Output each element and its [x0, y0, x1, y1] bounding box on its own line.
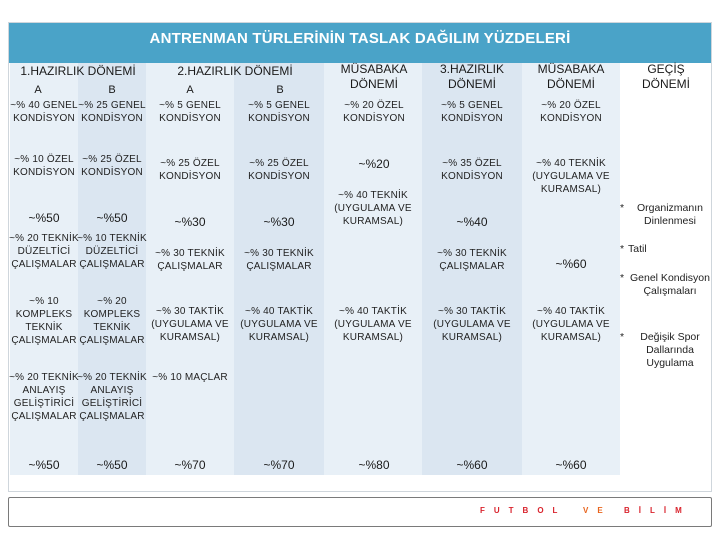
- c2b-genel-kondisyon: ~% 5 GENEL KONDİSYON: [248, 100, 310, 124]
- c1b-genel-kondisyon: ~% 25 GENEL KONDİSYON: [78, 100, 146, 124]
- c6-item-degisik-spor-text: Değişik Spor Dallarında Uygulama: [640, 331, 700, 369]
- c6-bullet-2: *: [620, 243, 625, 255]
- c1a-total-2: ~%50: [28, 458, 60, 472]
- c2a-total-2: ~%70: [174, 458, 206, 472]
- header-3-hazirlik: 3.HAZIRLIK DÖNEMİ: [439, 62, 505, 91]
- c1b-total-2: ~%50: [96, 458, 128, 472]
- c5-ozel-kondisyon: ~% 20 ÖZEL KONDİSYON: [540, 100, 602, 124]
- header-musabaka-2: MÜSABAKA DÖNEMİ: [537, 62, 605, 91]
- c5-total-2: ~%60: [555, 458, 587, 472]
- c2b-total-2: ~%70: [263, 458, 295, 472]
- footer-brand-ve: VE: [583, 506, 612, 515]
- header-gecis: GEÇİŞ DÖNEMİ: [642, 62, 690, 91]
- c1b-ozel-kondisyon: ~% 25 ÖZEL KONDİSYON: [81, 154, 143, 178]
- c4-taktik: ~% 30 TAKTİK (UYGULAMA VE KURAMSAL): [433, 306, 511, 343]
- c2a-taktik: ~% 30 TAKTİK (UYGULAMA VE KURAMSAL): [151, 306, 229, 343]
- c2b-teknik-calismalar: ~% 30 TEKNİK ÇALIŞMALAR: [244, 248, 314, 272]
- c4-genel-kondisyon: ~% 5 GENEL KONDİSYON: [441, 100, 503, 124]
- c6-item-genel-kondisyon-text: Genel Kondisyon Çalışmaları: [630, 272, 710, 297]
- c6-item-genel-kondisyon: [620, 272, 712, 298]
- c2b-total-1: ~%30: [263, 215, 295, 229]
- c3-ozel-kondisyon: ~% 20 ÖZEL KONDİSYON: [343, 100, 405, 124]
- header-2-hazirlik-a: A: [186, 84, 194, 96]
- header-musabaka-1: MÜSABAKA DÖNEMİ: [340, 62, 408, 91]
- c2a-ozel-kondisyon: ~% 25 ÖZEL KONDİSYON: [159, 158, 221, 182]
- c1b-kompleks-teknik: ~% 20 KOMPLEKS TEKNİK ÇALIŞMALAR: [79, 296, 145, 346]
- c1a-kompleks-teknik: ~% 10 KOMPLEKS TEKNİK ÇALIŞMALAR: [11, 296, 77, 346]
- footer-brand-futbol: FUTBOL: [480, 506, 567, 515]
- c3-total-2: ~%80: [358, 458, 390, 472]
- header-2-hazirlik-b: B: [276, 84, 284, 96]
- c2a-total-1: ~%30: [174, 215, 206, 229]
- page-title: ANTRENMAN TÜRLERİNİN TASLAK DAĞILIM YÜZDELERİ: [149, 30, 571, 47]
- c6-bullet-1: *: [620, 202, 625, 214]
- c1b-teknik-anlayis: ~% 20 TEKNİK ANLAYIŞ GELİŞTİRİCİ ÇALIŞMALAR: [77, 372, 147, 422]
- header-1-hazirlik-a: A: [34, 84, 42, 96]
- c4-ozel-kondisyon: ~% 35 ÖZEL KONDİSYON: [441, 158, 503, 182]
- header-1-hazirlik: 1.HAZIRLIK DÖNEMİ: [20, 64, 136, 78]
- c5-teknik: ~% 40 TEKNİK (UYGULAMA VE KURAMSAL): [532, 158, 610, 195]
- footer-brand-bilim: BİLİM: [624, 506, 691, 515]
- c4-teknik-calismalar: ~% 30 TEKNİK ÇALIŞMALAR: [437, 248, 507, 272]
- c1a-teknik-duzeltici: ~% 20 TEKNİK DÜZELTİCİ ÇALIŞMALAR: [9, 233, 79, 270]
- c6-item-degisik-spor: [620, 331, 712, 370]
- c2b-taktik: ~% 40 TAKTİK (UYGULAMA VE KURAMSAL): [240, 306, 318, 343]
- c1a-genel-kondisyon: ~% 40 GENEL KONDİSYON: [10, 100, 78, 124]
- c1a-ozel-kondisyon: ~% 10 ÖZEL KONDİSYON: [13, 154, 75, 178]
- header-2-hazirlik: 2.HAZIRLIK DÖNEMİ: [177, 64, 293, 78]
- c2a-maclar: ~% 10 MAÇLAR: [152, 372, 228, 383]
- c2a-teknik-calismalar: ~% 30 TEKNİK ÇALIŞMALAR: [155, 248, 225, 272]
- header-1-hazirlik-b: B: [108, 84, 116, 96]
- c3-taktik: ~% 40 TAKTİK (UYGULAMA VE KURAMSAL): [334, 306, 412, 343]
- c6-item-tatil-text: Tatil: [628, 243, 647, 255]
- c4-total-2: ~%60: [456, 458, 488, 472]
- c3-total-1: ~%20: [358, 157, 390, 171]
- c5-taktik: ~% 40 TAKTİK (UYGULAMA VE KURAMSAL): [532, 306, 610, 343]
- c6-item-organizma: [620, 202, 712, 228]
- c6-bullet-3: *: [620, 272, 625, 284]
- c4-total-1: ~%40: [456, 215, 488, 229]
- c1a-teknik-anlayis: ~% 20 TEKNİK ANLAYIŞ GELİŞTİRİCİ ÇALIŞMALAR: [9, 372, 79, 422]
- c5-total-1: ~%60: [555, 257, 587, 271]
- c3-teknik: ~% 40 TEKNİK (UYGULAMA VE KURAMSAL): [334, 190, 412, 227]
- c1a-total-1: ~%50: [28, 211, 60, 225]
- c2a-genel-kondisyon: ~% 5 GENEL KONDİSYON: [159, 100, 221, 124]
- c6-bullet-4: *: [620, 331, 625, 343]
- c6-item-tatil: [620, 243, 712, 256]
- c1b-total-1: ~%50: [96, 211, 128, 225]
- c1b-teknik-duzeltici: ~% 10 TEKNİK DÜZELTİCİ ÇALIŞMALAR: [77, 233, 147, 270]
- c2b-ozel-kondisyon: ~% 25 ÖZEL KONDİSYON: [248, 158, 310, 182]
- c6-item-organizma-text: Organizmanın Dinlenmesi: [637, 202, 703, 227]
